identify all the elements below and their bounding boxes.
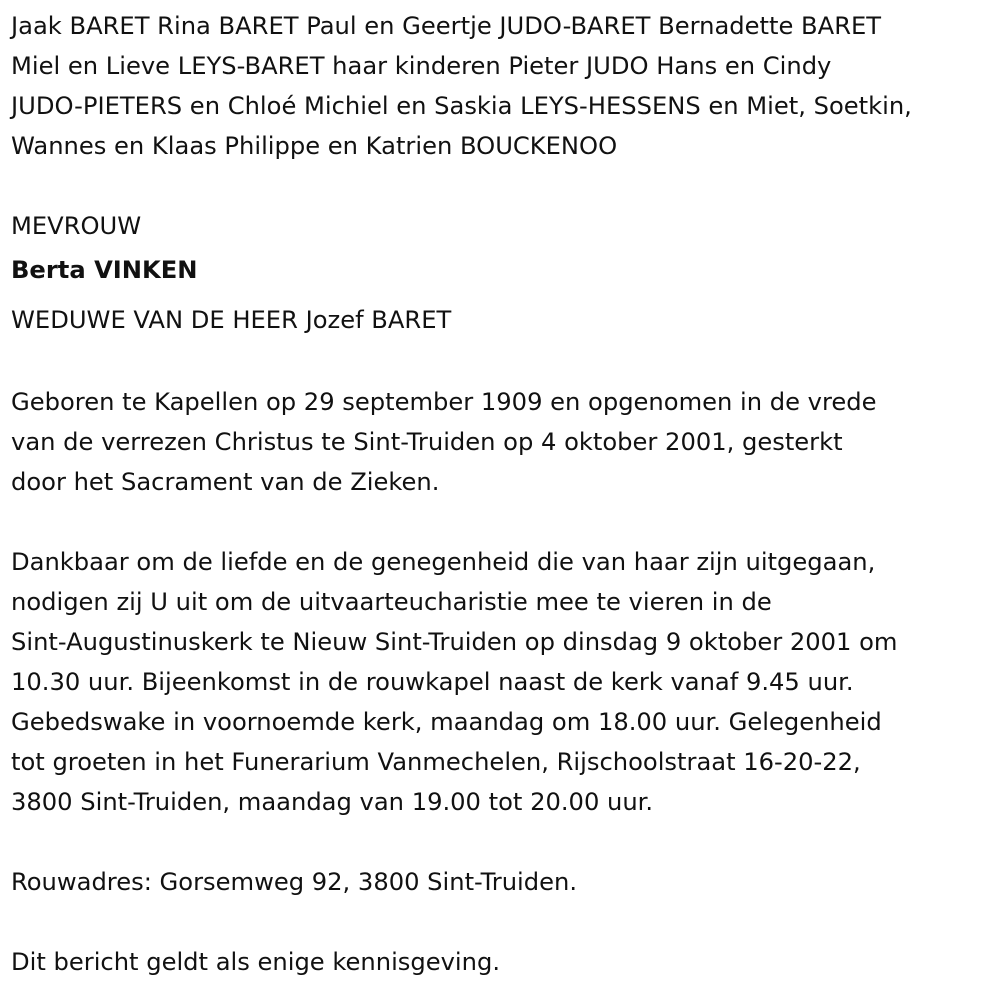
spacer [11, 902, 996, 942]
paragraph-line: 3800 Sint-Truiden, maandag van 19.00 tot 20.00 uur. [11, 788, 654, 816]
family-line: Miel en Lieve LEYS-BARET haar kinderen Pieter JUDO Hans en Cindy [11, 52, 832, 80]
spacer [11, 502, 996, 542]
widow-status: WEDUWE VAN DE HEER Jozef BARET [11, 306, 452, 334]
paragraph-line: door het Sacrament van de Zieken. [11, 468, 440, 496]
invitation-paragraph [11, 542, 996, 822]
deceased-block [11, 206, 996, 342]
family-line: JUDO-PIETERS en Chloé Michiel en Saskia LEYS-HESSENS en Miet, Soetkin, [11, 92, 912, 120]
spacer [11, 166, 996, 206]
paragraph-line: Gebedswake in voornoemde kerk, maandag om 18.00 uur. Gelegenheid [11, 708, 882, 736]
paragraph-line: tot groeten in het Funerarium Vanmechelen, Rijschoolstraat 16-20-22, [11, 748, 861, 776]
mourning-address: Rouwadres: Gorsemweg 92, 3800 Sint-Truiden. [11, 868, 578, 896]
family-line: Wannes en Klaas Philippe en Katrien BOUCKENOO [11, 132, 618, 160]
family-line: Jaak BARET Rina BARET Paul en Geertje JUDO-BARET Bernadette BARET [11, 12, 882, 40]
deceased-name: Berta VINKEN [11, 256, 198, 284]
salutation: MEVROUW [11, 212, 142, 240]
obituary-notice [11, 6, 996, 982]
spacer [11, 822, 996, 862]
notice-line: Dit bericht geldt als enige kennisgeving. [11, 948, 501, 976]
birth-death-paragraph [11, 382, 996, 502]
paragraph-line: 10.30 uur. Bijeenkomst in de rouwkapel naast de kerk vanaf 9.45 uur. [11, 668, 854, 696]
paragraph-line: Geboren te Kapellen op 29 september 1909 en opgenomen in de vrede [11, 388, 877, 416]
paragraph-line: nodigen zij U uit om de uitvaarteucharistie mee te vieren in de [11, 588, 772, 616]
spacer [11, 342, 996, 382]
paragraph-line: Sint-Augustinuskerk te Nieuw Sint-Truiden op dinsdag 9 oktober 2001 om [11, 628, 898, 656]
paragraph-line: van de verrezen Christus te Sint-Truiden op 4 oktober 2001, gesterkt [11, 428, 843, 456]
paragraph-line: Dankbaar om de liefde en de genegenheid die van haar zijn uitgegaan, [11, 548, 876, 576]
family-list [11, 6, 996, 166]
